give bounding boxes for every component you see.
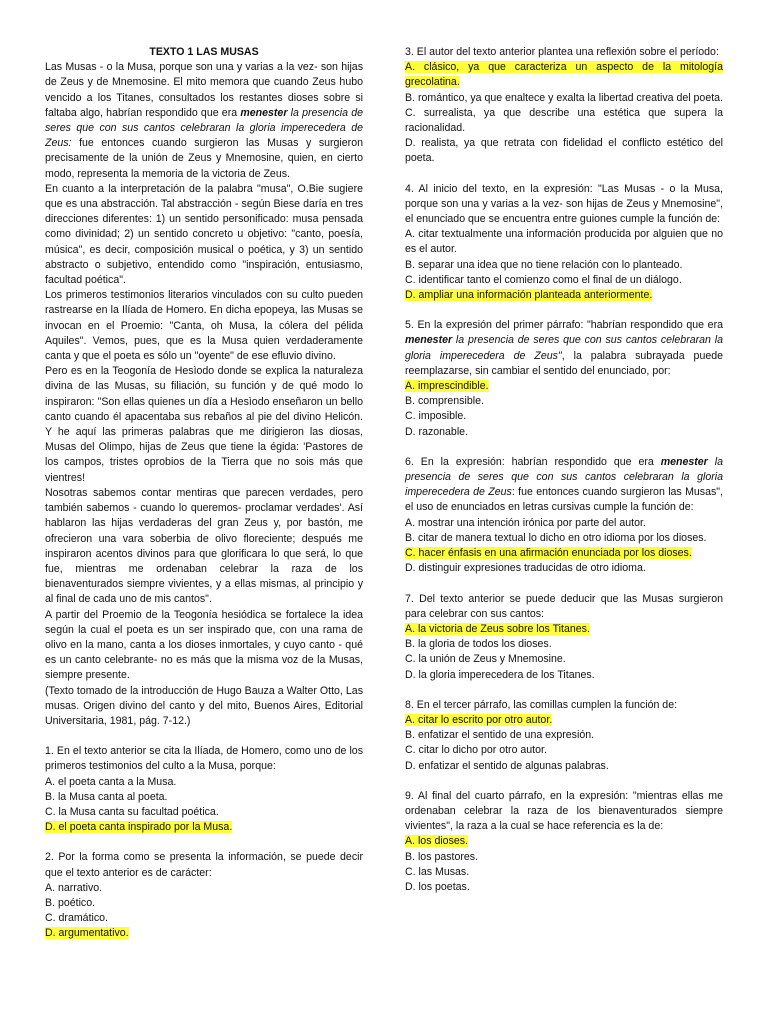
- question-5-text-b: , la palabra subrayada puede reemplazarse, sin cambiar el sentido del enunciado, por:: [405, 349, 724, 377]
- q1-option-d-highlighted: [45, 820, 363, 835]
- q7-option-d-text: D. la gloria imperecedera de los Titanes.: [405, 668, 595, 681]
- paragraph-1: [45, 60, 363, 182]
- q5-option-d-text: D. razonable.: [405, 425, 469, 438]
- paragraph-6: A partir del Proemio de la Teogonía hesiódica se fortalece la idea según la cual el poeta es un ser inspirado que, con una rama de olivo en la mano, canta a los dioses inmortales, y cuyo canto - qué es un canto celebrante- no es más que la misma voz de la Musas, siempre presente.: [45, 608, 363, 682]
- q8-option-b-text: B. enfatizar el sentido de una expresión.: [405, 729, 595, 742]
- q2-option-b: [45, 896, 363, 911]
- q4-option-b: [405, 258, 723, 273]
- source-citation: (Texto tomado de la introducción de Hugo Bauza a Walter Otto, Las musas. Origen divino del canto y del mito, Buenos Aires, Editorial Universitaria, 1981, pág. 7-12.): [45, 684, 363, 727]
- q4-option-c: [405, 273, 723, 288]
- q3-option-a-text: A. clásico, ya que caracteriza un aspecto de la mitología grecolatina.: [405, 61, 723, 89]
- q6-option-a-text: A. mostrar una intención irónica por parte del autor.: [405, 516, 646, 529]
- question-5: [405, 318, 723, 379]
- right-column: [405, 45, 723, 895]
- q2-option-c-text: C. dramático.: [45, 912, 108, 925]
- q9-option-a-highlighted: [405, 834, 723, 849]
- q2-option-a: [45, 881, 363, 896]
- q7-option-c-text: C. la unión de Zeus y Mnemosine.: [405, 653, 566, 666]
- q5-option-d: [405, 425, 723, 440]
- paragraph-5: Nosotras sabemos contar mentiras que parecen verdades, pero también sabemos - cuando lo queremos- proclamar verdades'. Así hablaron las hijas verdaderas del gran Zeus y, por bastón, me ofrecieron una vara soberbia de olivo floreciente; después me inspiraron acentos divinos para que glorificara lo que será, lo que fue, mientras me ordenaban celebrar la raza de los bienaventurados siempre vivientes, y a ellas mismas, al principio y al final de cada uno de mis cantos".: [45, 486, 363, 606]
- q4-option-d-highlighted: [405, 288, 723, 303]
- q2-option-b-text: B. poético.: [45, 896, 96, 909]
- q4-option-c-text: C. identificar tanto el comienzo como el final de un diálogo.: [405, 273, 682, 286]
- q1-option-a-text: A. el poeta canta a la Musa.: [45, 775, 177, 788]
- q1-option-a: [45, 775, 363, 790]
- q5-option-b: [405, 394, 723, 409]
- q8-option-c: [405, 743, 723, 758]
- q6-option-d-text: D. distinguir expresiones traducidas de otro idioma.: [405, 562, 646, 575]
- q3-option-a-highlighted: [405, 60, 723, 90]
- q2-option-d-highlighted: [45, 926, 363, 941]
- q8-option-d-text: D. enfatizar el sentido de algunas palabras.: [405, 759, 609, 772]
- q2-option-d-text: D. argumentativo.: [45, 927, 129, 940]
- q7-option-d: [405, 668, 723, 683]
- question-6-italic: la presencia de seres que con sus cantos celebraran la gloria imperecedera de Zeus: [405, 455, 723, 499]
- q1-option-b: [45, 790, 363, 805]
- q2-option-a-text: A. narrativo.: [45, 881, 103, 894]
- q2-option-c: [45, 911, 363, 926]
- paragraph-3: Los primeros testimonios literarios vinculados con su culto pueden rastrearse en la Ilíada de Homero. En dicha epopeya, las Musas se invocan en el Proemio: "Canta, oh Musa, la cólera del pélida Aquiles". Vemos, pues, que es la Musa quien verdaderamente canta y que el poeta es sólo un "oyente" de ese efluvio divino.: [45, 289, 363, 363]
- q3-option-b-text: B. romántico, ya que enaltece y exalta la libertad creativa del poeta.: [405, 91, 723, 104]
- question-8: 8. En el tercer párrafo, las comillas cumplen la función de:: [405, 698, 678, 711]
- q3-option-b: [405, 91, 723, 106]
- question-2: 2. Por la forma como se presenta la información, se puede decir que el texto anterior es de carácter:: [45, 851, 363, 879]
- q3-option-d-text: D. realista, ya que retrata con fidelidad el conflicto estético del poeta.: [405, 137, 723, 165]
- q6-option-b-text: B. citar de manera textual lo dicho en otro idioma por los dioses.: [405, 531, 707, 544]
- paragraph-4: Pero es en la Teogonía de Hesìodo donde se explica la naturaleza divina de las Musas, su filiación, su función y de qué modo lo inspiraron: "Son ellas quienes un día a Hesìodo enseñaron un bello canto cuando él apacentaba sus rebaños al pie del divino Helicón. Y he aquí las primeras palabras que me dirigieron las diosas, Musas del Olimpo, hijas de Zeus que tiene la égida: 'Pastores de los campos, tristes oprobios de la Tierra que no sois más que vientres!: [45, 365, 363, 484]
- q9-option-d-text: D. los poetas.: [405, 880, 470, 893]
- question-6-bold-word: menester: [660, 455, 708, 468]
- q7-option-b-text: B. la gloria de todos los dioses.: [405, 638, 552, 651]
- q3-option-c-text: C. surrealista, ya que describe una estética que supera la racionalidad.: [405, 106, 723, 135]
- q9-option-c-text: C. las Musas.: [405, 865, 470, 878]
- q8-option-a-text: A. citar lo escrito por otro autor.: [405, 713, 553, 726]
- q4-option-a-text: A. citar textualmente una información producida por alguien que no es el autor.: [405, 228, 723, 256]
- q3-option-c: [405, 106, 723, 136]
- paragraph-1-text-a: Las Musas - o la Musa, porque son una y varias a la vez- son hijas de Zeus y de Mnemosine. El mito memora que cuando Zeus hubo vencido a los Titanes, consultados los restantes dioses sobre si faltaba algo, habrían respondido que era: [45, 61, 363, 119]
- left-column: [45, 45, 363, 942]
- paragraph-1-italic: la presencia de seres que con sus cantos celebraran la gloria imperecedera de Zeus:: [45, 106, 364, 150]
- question-5-italic: la presencia de seres que con sus cantos celebraran la gloria imperecedera de Zeus": [405, 334, 723, 362]
- question-6-text-a: 6. En la expresión: habrían respondido que era: [405, 455, 661, 468]
- question-5-bold-word: menester: [405, 334, 453, 347]
- q8-option-a-highlighted: [405, 713, 723, 728]
- q9-option-b-text: B. los pastores.: [405, 850, 479, 863]
- q6-option-a: [405, 516, 723, 531]
- q7-option-c: [405, 652, 723, 667]
- q9-option-d: [405, 880, 723, 895]
- q5-option-b-text: B. comprensible.: [405, 395, 484, 408]
- q6-option-c-highlighted: [405, 546, 723, 561]
- q7-option-a-highlighted: [405, 622, 723, 637]
- q3-option-d: [405, 136, 723, 166]
- q1-option-b-text: B. la Musa canta al poeta.: [45, 790, 168, 803]
- q8-option-c-text: C. citar lo dicho por otro autor.: [405, 744, 547, 757]
- q7-option-b: [405, 637, 723, 652]
- document-title: TEXTO 1 LAS MUSAS: [149, 46, 259, 58]
- q7-option-a-text: A. la victoria de Zeus sobre los Titanes.: [405, 622, 590, 635]
- q1-option-c-text: C. la Musa canta su facultad poética.: [45, 805, 219, 818]
- q4-option-d-text: D. ampliar una información planteada anteriormente.: [405, 289, 653, 302]
- q8-option-b: [405, 728, 723, 743]
- q6-option-b: [405, 531, 723, 546]
- question-5-text-a: 5. En la expresión del primer párrafo: "habrían respondido que era: [405, 319, 723, 332]
- q6-option-c-text: C. hacer énfasis en una afirmación enunciada por los dioses.: [405, 547, 692, 560]
- q6-option-d: [405, 561, 723, 576]
- question-1: 1. En el texto anterior se cita la Ilíada, de Homero, como uno de los primeros testimonios del culto a la Musa, porque:: [45, 745, 363, 773]
- q4-option-b-text: B. separar una idea que no tiene relación con lo planteado.: [405, 258, 683, 271]
- paragraph-2: En cuanto a la interpretación de la palabra "musa", O.Bie sugiere que es una abstracción. Tal abstracción - según Biese daría en tres direcciones diferentes: 1) un sentido personificado: musa pensada como divinidad; 2) un sentido concreto u objetivo: "canto, poesía, música", es decir, composición musical o poética, y 3) un sentido abstracto o subjetivo, entendido como "inspiración, entusiasmo, facultad poética".: [45, 182, 363, 287]
- q5-option-a-highlighted: [405, 379, 723, 394]
- q5-option-a-text: A. imprescindible.: [405, 380, 489, 393]
- question-7: 7. Del texto anterior se puede deducir que las Musas surgieron para celebrar con sus cantos:: [405, 592, 723, 620]
- q9-option-b: [405, 850, 723, 865]
- question-4: 4. Al inicio del texto, en la expresión: "Las Musas - o la Musa, porque son una y varias a la vez- son hijas de Zeus y Mnemosine", el enunciado que se encuentra entre guiones cumple la función de:: [405, 182, 723, 226]
- q5-option-c-text: C. imposible.: [405, 410, 467, 423]
- paragraph-1-text-b: fue entonces cuando surgieron las Musas y surgieron precisamente de la unión de Zeus y Mnemosine, quien, en cierto modo, representa la memoria de la victoria de Zeus.: [45, 137, 363, 180]
- q1-option-c: [45, 805, 363, 820]
- q8-option-d: [405, 759, 723, 774]
- question-6: [405, 455, 723, 516]
- paragraph-1-bold-word: menester: [240, 106, 288, 119]
- question-6-text-b: : fue entonces cuando surgieron las Musas", el uso de enunciados en letras cursivas cumple la función de:: [405, 486, 723, 514]
- q5-option-c: [405, 409, 723, 424]
- q9-option-c: [405, 865, 723, 880]
- question-3: 3. El autor del texto anterior plantea una reflexión sobre el período:: [405, 46, 719, 58]
- q9-option-a-text: A. los dioses.: [405, 835, 469, 848]
- question-9: 9. Al final del cuarto párrafo, en la expresión: "mientras ellas me ordenaban celebrar la raza de los bienaventurados siempre vivientes", la raza a la cual se hace referencia es la de:: [405, 789, 723, 833]
- q1-option-d-text: D. el poeta canta inspirado por la Musa.: [45, 821, 233, 834]
- q4-option-a: [405, 227, 723, 257]
